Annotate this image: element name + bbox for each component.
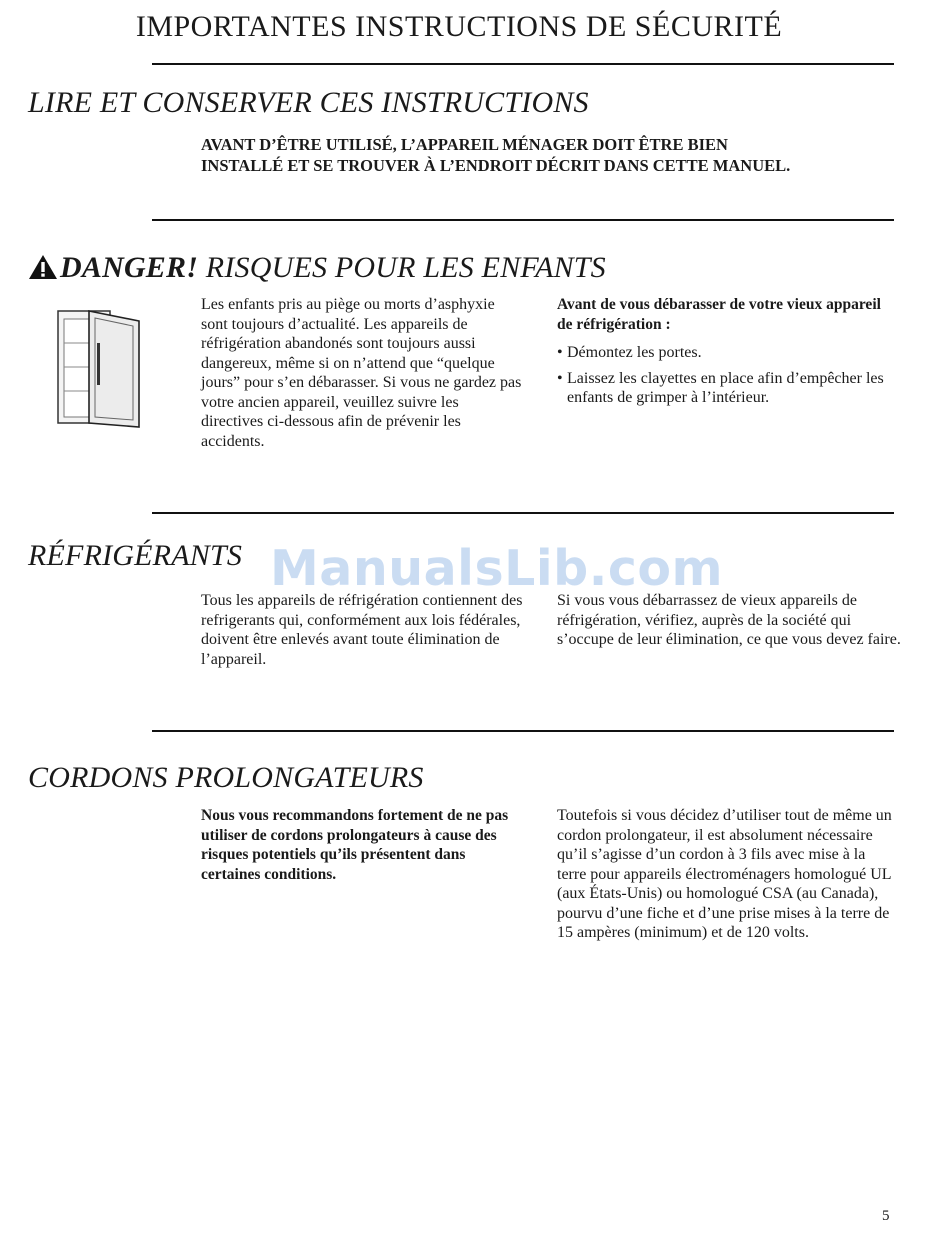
refrigerants-right-paragraph: Si vous vous débarrassez de vieux appareils de réfrigération, vérifiez, auprès de la société qui s’occupe de leur élimination, ce que vous devez faire.: [557, 592, 901, 648]
warning-triangle-icon: [28, 254, 58, 288]
lire-intro-line-2: INSTALLÉ ET SE TROUVER À L’ENDROIT DÉCRIT DANS CETTE MANUEL.: [201, 156, 791, 175]
section-title-cordons: CORDONS PROLONGATEURS: [28, 761, 424, 794]
cordons-left-paragraph: Nous vous recommandons fortement de ne pas utiliser de cordons prolongateurs à cause des risques potentiels qu’ils présentent dans certaines conditions.: [201, 807, 509, 883]
lire-intro-line-1: AVANT D’ÊTRE UTILISÉ, L’APPAREIL MÉNAGER DOIT ÊTRE BIEN: [201, 135, 728, 154]
watermark: ManualsLib.com: [270, 540, 724, 597]
danger-bullet-list: [557, 343, 887, 408]
divider: [152, 512, 894, 514]
refrigerator-door-open-icon: [55, 305, 145, 435]
divider: [152, 63, 894, 65]
section-title-refrigerants: RÉFRIGÉRANTS: [28, 539, 243, 572]
danger-right-column: [557, 295, 887, 414]
list-item: • Démontez les portes.: [557, 343, 887, 363]
danger-right-heading: Avant de vous débarasser de votre vieux appareil de réfrigération :: [557, 296, 881, 333]
divider: [152, 730, 894, 732]
danger-left-paragraph: Les enfants pris au piège ou morts d’asphyxie sont toujours d’actualité. Les appareils de réfrigération abandonés sont toujours aussi dangereux, même si on n’attend que “quelque jours” pour s’en débarasser. Si vous ne gardez pas votre ancien appareil, veuillez suivre les directives ci-dessous afin de prévenir les accidents.: [201, 296, 522, 450]
refrigerants-left-paragraph: Tous les appareils de réfrigération contiennent des refrigerants qui, conformément aux lois fédérales, doivent être enlevés avant toute élimination de l’appareil.: [201, 592, 523, 668]
lire-intro: [201, 134, 901, 176]
section-title-lire: LIRE ET CONSERVER CES INSTRUCTIONS: [28, 86, 589, 119]
page-number: 5: [882, 1208, 890, 1224]
list-item: • Laissez les clayettes en place afin d’empêcher les enfants de grimper à l’intérieur.: [557, 369, 887, 408]
cordons-right-paragraph: Toutefois si vous décidez d’utiliser tout de même un cordon prolongateur, il est absolument nécessaire qu’il s’agisse d’un cordon à 3 fils avec mise à la terre pour appareils électroménagers homologué UL (aux États-Unis) ou homologué CSA (au Canada), pourvu d’une fiche et d’une prise mises à la terre de 15 ampères (minimum) et de 120 volts.: [557, 807, 892, 941]
section-title-danger: [28, 251, 606, 288]
divider: [152, 219, 894, 221]
page-title: IMPORTANTES INSTRUCTIONS DE SÉCURITÉ: [135, 10, 783, 43]
danger-label: DANGER!: [60, 251, 199, 284]
danger-title: RISQUES POUR LES ENFANTS: [198, 251, 606, 284]
